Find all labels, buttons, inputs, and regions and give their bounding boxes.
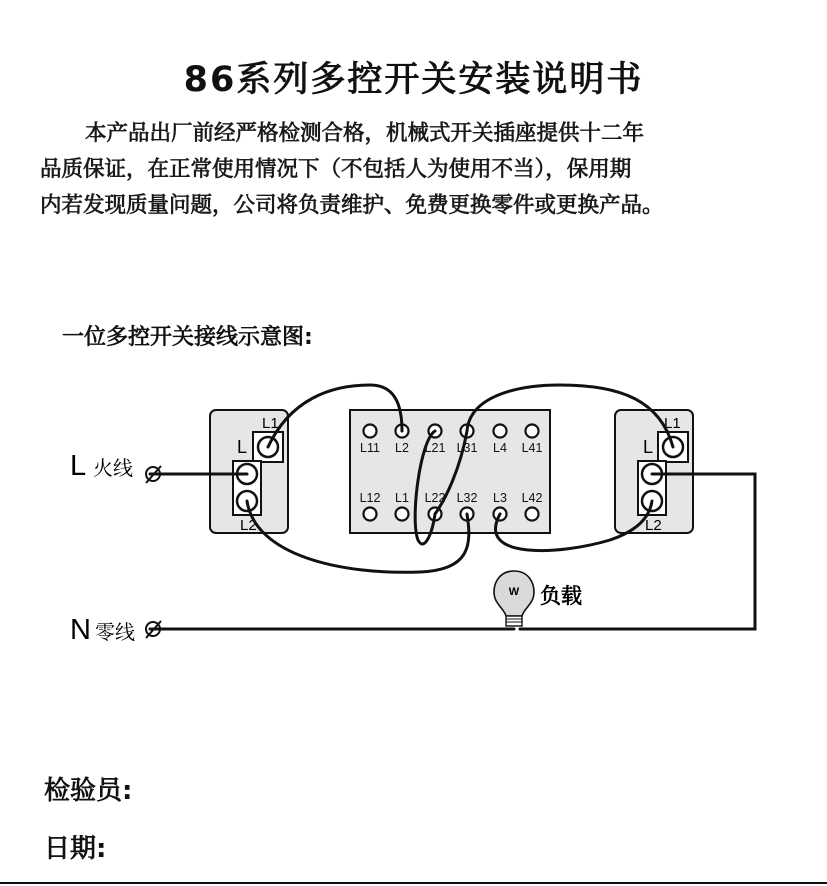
terminal: [396, 508, 409, 521]
terminal-label: L31: [456, 441, 478, 455]
live-wire-label: 火线: [93, 458, 133, 480]
bottom-divider: [0, 882, 827, 884]
terminal-label: L2: [645, 517, 662, 534]
terminal: [364, 425, 377, 438]
terminal-label: L3: [493, 491, 507, 505]
terminal-label: L21: [424, 441, 446, 455]
terminal-label: L32: [456, 491, 478, 505]
intro-line: 品质保证，在正常使用情况下（不包括人为使用不当），保用期: [40, 157, 632, 182]
terminal-label: L2: [395, 441, 409, 455]
diagram-heading: 一位多控开关接线示意图:: [62, 325, 313, 350]
live-wire-letter: L: [70, 450, 87, 482]
terminal-label: L41: [521, 441, 543, 455]
terminal-label: L1: [664, 415, 681, 432]
terminal: [494, 425, 507, 438]
terminal-label: L: [237, 437, 248, 457]
terminal-label: L12: [359, 491, 381, 505]
terminal: [526, 425, 539, 438]
date-label: 日期:: [44, 834, 107, 864]
left-switch: [210, 410, 288, 534]
terminal-label: L11: [360, 441, 380, 455]
terminal-label: L1: [395, 491, 409, 505]
terminal-label: L22: [424, 491, 446, 505]
bulb-mark: W: [508, 586, 520, 598]
neutral-wire-letter: N: [70, 614, 91, 646]
terminal: [364, 508, 377, 521]
right-switch: [615, 410, 693, 534]
intro-line: 本产品出厂前经严格检测合格，机械式开关插座提供十二年: [85, 121, 645, 146]
terminal-label: L4: [493, 441, 507, 455]
light-bulb-icon: [494, 571, 534, 626]
terminal: [526, 508, 539, 521]
page-title: 86系列多控开关安装说明书: [183, 60, 644, 100]
terminal-label: L2: [240, 517, 257, 534]
neutral-wire-label: 零线: [95, 622, 135, 644]
middle-switch: [350, 410, 550, 533]
terminal-label: L: [643, 437, 654, 457]
terminal-label: L42: [521, 491, 543, 505]
load-label: 负载: [540, 585, 582, 608]
terminal-label: L1: [262, 415, 279, 432]
intro-line: 内若发现质量问题，公司将负责维护、免费更换零件或更换产品。: [40, 193, 664, 218]
inspector-label: 检验员:: [44, 776, 133, 806]
